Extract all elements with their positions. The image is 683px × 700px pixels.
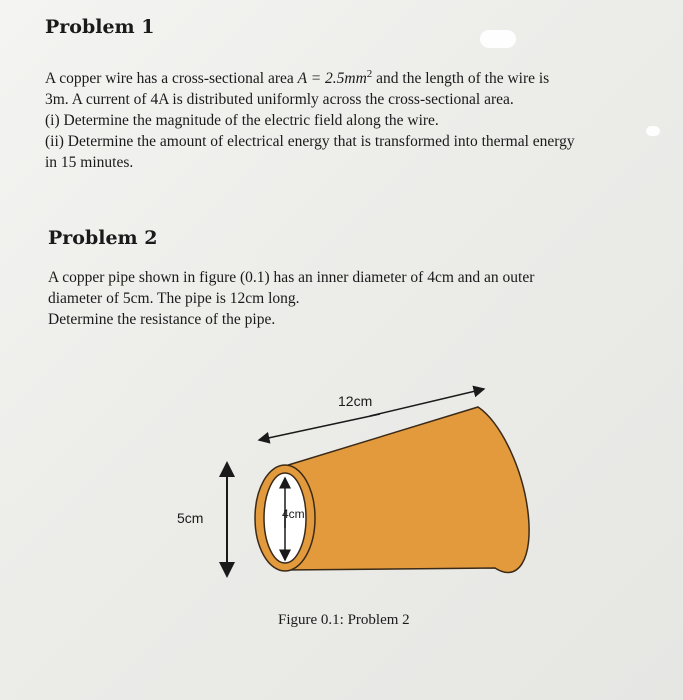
problem1-part-ii-line1: (ii) Determine the amount of electrical energy that is transformed into thermal energy — [45, 133, 575, 151]
problem2-line1: A copper pipe shown in figure (0.1) has an inner diameter of 4cm and an outer — [48, 269, 535, 286]
area-unit-exponent: 2 — [366, 68, 373, 80]
length-arrow — [259, 414, 380, 440]
problem1-line1-b: and the length of the wire is — [372, 70, 550, 88]
problem2-line3: Determine the resistance of the pipe. — [48, 311, 276, 328]
pipe-body — [285, 407, 529, 572]
outer-diameter-label: 5cm — [177, 510, 204, 526]
inner-diameter-label: 4cm — [282, 507, 305, 521]
problem1-part-ii-line2: in 15 minutes. — [45, 154, 134, 172]
figure-caption: Figure 0.1: Problem 2 — [278, 612, 410, 628]
problem1-part-i: (i) Determine the magnitude of the electric field along the wire. — [45, 112, 439, 130]
problem2-line2: diameter of 5cm. The pipe is 12cm long. — [48, 290, 300, 307]
problem1-line1-a: A copper wire has a cross-sectional area — [45, 70, 298, 88]
problem1-line2: 3m. A current of 4A is distributed uniformly across the cross-sectional area. — [45, 91, 514, 109]
length-label: 12cm — [338, 393, 373, 409]
area-equation: A = 2.5 — [297, 70, 345, 88]
problem1-title: Problem 1 — [45, 16, 155, 38]
area-unit: mm — [344, 70, 367, 88]
problem2-title: Problem 2 — [48, 227, 158, 249]
